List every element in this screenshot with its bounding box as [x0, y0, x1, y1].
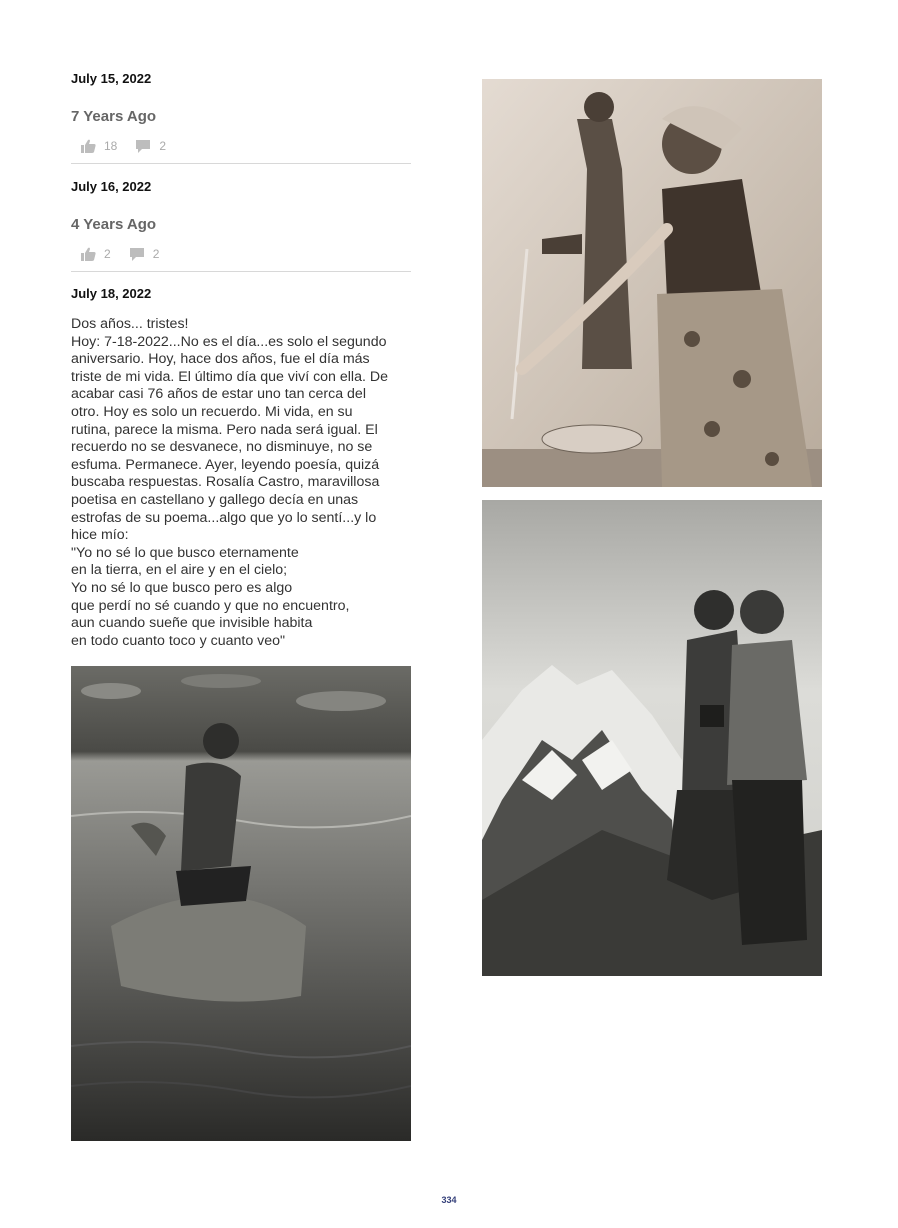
post-line: Dos años... tristes! [71, 316, 189, 332]
post-title: 7 Years Ago [71, 108, 157, 125]
comment-button[interactable] [129, 247, 160, 262]
post-title: 4 Years Ago [71, 216, 157, 233]
post-line: buscaba respuestas. Rosalía Castro, maravillosa [71, 474, 380, 491]
post-date: July 15, 2022 [71, 71, 152, 86]
post-body [71, 316, 416, 650]
like-count: 18 [104, 139, 118, 153]
post-line: recuerdo no se desvanece, no disminuye, no se [71, 439, 373, 456]
post-date: July 18, 2022 [71, 286, 152, 301]
poem-line: en todo cuanto toco y cuanto veo" [71, 632, 286, 649]
comment-button[interactable] [135, 139, 166, 154]
page-number: 334 [441, 1195, 457, 1205]
comment-icon [135, 139, 151, 154]
comment-icon [129, 247, 145, 262]
poem-line: que perdí no sé cuando y que no encuentro, [71, 597, 350, 614]
post-line: estrofas de su poema...algo que yo lo sentí...y lo [71, 509, 377, 526]
post-line: esfuma. Permanece. Ayer, leyendo poesía, quizá [71, 456, 380, 473]
post-date: July 16, 2022 [71, 179, 152, 194]
comment-count: 2 [152, 247, 160, 261]
like-button[interactable] [80, 139, 117, 153]
photo-woman-on-rock [71, 666, 411, 1141]
post-line: Hoy: 7-18-2022...No es el día...es solo el segundo [71, 333, 387, 350]
photo-couple-mountains [482, 500, 822, 976]
like-count: 2 [104, 247, 111, 261]
comment-count: 2 [159, 139, 167, 153]
photo-woman-at-fountain [482, 79, 822, 487]
post-line: poetisa en castellano y gallego decía en unas [71, 491, 359, 508]
thumbs-up-icon [80, 139, 96, 153]
post-stats [80, 246, 159, 262]
thumbs-up-icon [80, 247, 96, 261]
post-line: rutina, parece la misma. Pero nada será igual. El [71, 421, 378, 438]
post-line: aniversario. Hoy, hace dos años, fue el día más [71, 351, 370, 368]
post-line: otro. Hoy es solo un recuerdo. Mi vida, en su [71, 403, 353, 420]
post-line: acabar casi 76 años de estar uno tan cerca del [71, 386, 366, 403]
divider [71, 271, 411, 272]
post-stats [80, 138, 166, 154]
poem-line: en la tierra, en el aire y en el cielo; [71, 562, 288, 579]
like-button[interactable] [80, 247, 111, 261]
poem-line: "Yo no sé lo que busco eternamente [71, 544, 299, 561]
poem-line: Yo no sé lo que busco pero es algo [71, 579, 293, 596]
post-line: hice mío: [71, 527, 129, 544]
poem-line: aun cuando sueñe que invisible habita [71, 615, 313, 632]
divider [71, 163, 411, 164]
post-line: triste de mi vida. El último día que viví con ella. De [71, 368, 388, 385]
